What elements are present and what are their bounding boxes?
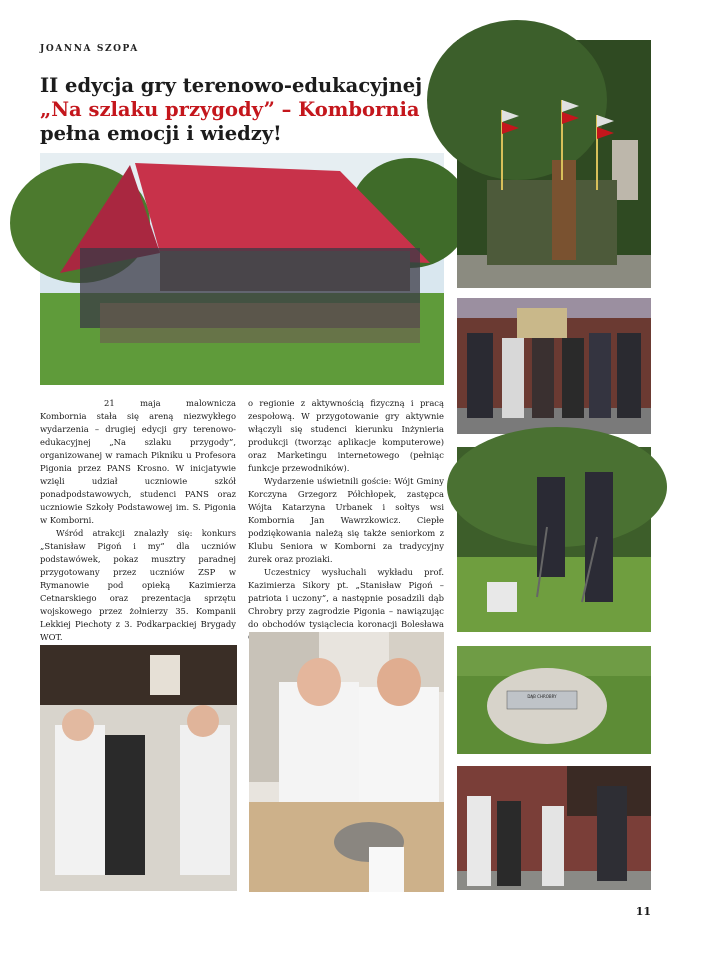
title-line-3: pełna emocji i wiedzy!: [40, 122, 282, 145]
paragraph: o regionie z aktywnością fizyczną i pracą zespołową. W przygotowanie gry aktywnie włączyli się studenci kierunku Inżynieria produkcji (tworząc aplikacje komputerowe) oraz Marketingu internetowego (pełniąc funkcje przewodników).: [248, 398, 444, 473]
author-name: JOANNA SZOPA: [40, 44, 139, 54]
paragraph: Wśród atrakcji znalazły się: konkurs „Stanisław Pigoń i my” dla uczniów podstawówek, pokaz musztry paradnej przygotowany przez uczniów ZSP w Rymanowie pod opieką Kazimierza Cetnarskiego oraz prezentacja sprzętu wojskowego przez żołnierzy 35. Kompanii Lekkiej Piechoty z 3. Podkarpackiej Brygady WOT.: [40, 528, 236, 642]
plaque-stone-photo: [457, 646, 651, 754]
paragraph: Wydarzenie uświetnili goście: Wójt Gminy Korczyna Grzegorz Półchłopek, zastępca Wójta Katarzyna Urbanek i sołtys wsi Kombornia Jan Wawrzkowicz. Ciepłe podziękowania należą się także seniorkom z Klubu Seniora w Komborni za tradycyjny żurek oraz proziaki.: [248, 476, 444, 564]
presentation-photo: [457, 766, 651, 890]
text-column-2: [248, 397, 444, 629]
text-column-1: [40, 397, 236, 642]
tree-planting-photo: [457, 447, 651, 632]
article-title: [40, 74, 440, 146]
page-number: 11: [635, 905, 651, 918]
group-photo: [40, 153, 444, 385]
title-line-1: II edycja gry terenowo-edukacyjnej: [40, 74, 423, 97]
plaque-text: DĄB CHROBRY: [527, 694, 557, 699]
baking-photo: [249, 632, 444, 892]
paragraph: 21 maja malownicza Kombornia stała się areną niezwykłego wydarzenia – drugiej edycji gry terenowo-edukacyjnej „Na szlaku przygody”, organizowanej w ramach Pikniku u Profesora Pigonia przez PANS Krosno. W inicjatywie wzięli udział uczniowie szkół ponadpodstawowych, studenci PANS oraz uczniowie Szkoły Podstawowej im. S. Pigonia w Komborni.: [40, 398, 236, 525]
paragraph: Uczestnicy wysłuchali wykładu prof. Kazimierza Sikory pt. „Stanisław Pigoń – patriota i uczony”, a następnie posadzili dąb Chrobry przy zagrodzie Pigonia – nawiązując do obchodów tysiąclecia koronacji Bolesława: [248, 567, 444, 629]
title-line-2: „Na szlaku przygody” – Kombornia: [40, 98, 420, 121]
honor-guard-photo: [457, 40, 651, 288]
seniors-kitchen-photo: [40, 645, 237, 891]
award-ceremony-photo: [457, 298, 651, 434]
